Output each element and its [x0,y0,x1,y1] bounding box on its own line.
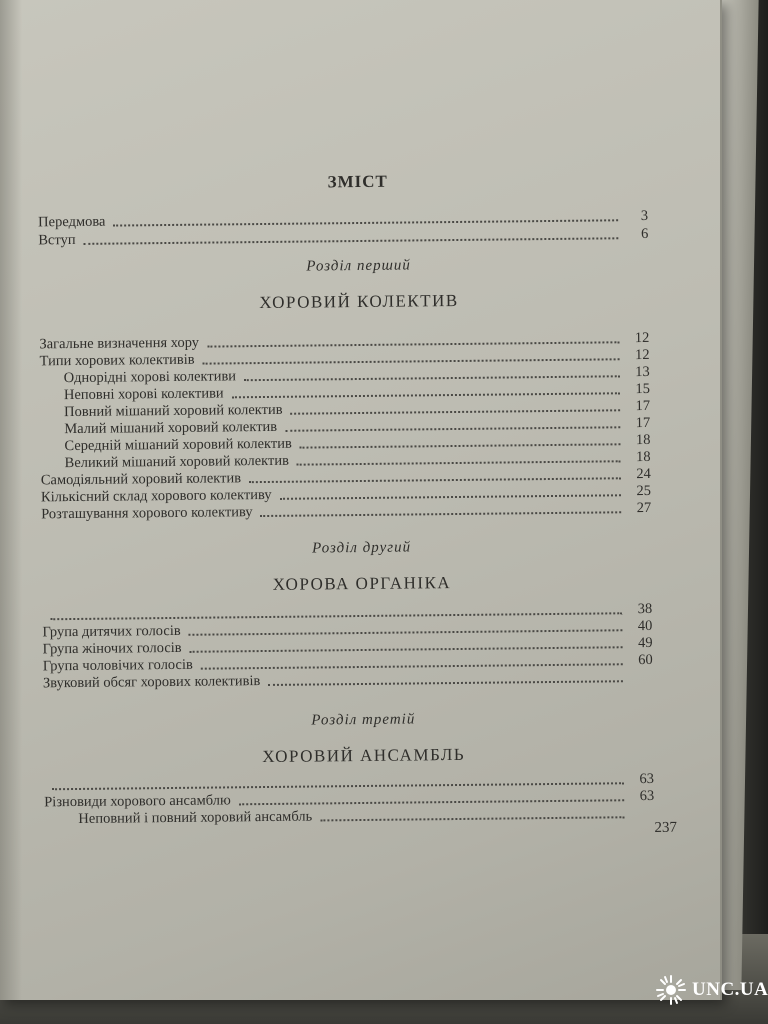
section-title: ХОРОВИЙ АНСАМБЛЬ [262,744,466,767]
toc-entry-label: Типи хорових колективів [39,351,195,370]
toc-entry-label: Середній мішаний хоровий колектив [64,435,292,455]
toc-entry-page: 38 [637,600,653,618]
toc-entry-label: Передмова [38,213,106,231]
toc-entry-page: 18 [636,448,651,466]
toc-entry-label: Загальне визначення хору [39,334,200,353]
toc-entry-page: 63 [639,770,655,788]
toc-entry [38,225,648,249]
toc-entry-page: 49 [637,634,653,652]
toc-entry-page: 25 [636,482,652,500]
section-part-label: Розділ другий [311,539,412,557]
section-part-label: Розділ перший [306,257,411,275]
toc-entry-page: 63 [639,787,655,805]
toc-entry-page: 12 [634,346,650,364]
dot-leader [297,446,621,465]
toc-entry-label: Великий мішаний хоровий колектив [64,452,289,472]
toc-entry-page: 12 [634,329,650,347]
toc-entry-label: Самодіяльний хоровий колектив [40,470,242,489]
watermark-text: UNC.UA [692,979,768,1000]
toc-entry-page: 18 [635,431,651,449]
toc-entry-page: 24 [636,465,651,483]
toc-entry-page: 17 [635,414,651,432]
toc-entry-label: Група дитячих голосів [42,622,181,641]
section-title: ХОРОВИЙ КОЛЕКТИВ [259,290,459,313]
toc-entry-page: 27 [636,499,652,517]
watermark-logo [654,968,768,1012]
toc-entry-label: Різновиди хорового ансамблю [44,792,231,811]
toc-entry-page: 17 [635,397,651,415]
toc-title: ЗМІСТ [327,171,388,192]
toc-entry-page: 40 [637,617,653,635]
page-gutter-shadow [0,0,22,1000]
dot-leader [268,666,623,686]
toc-entry-page: 3 [640,207,649,225]
toc-entry-label: Однорідні хорові колективи [63,368,237,387]
toc-entry-page: 13 [635,363,650,381]
toc-entry-page: 6 [640,225,649,243]
toc-entry-page: 60 [638,651,653,669]
toc-entry-label: Малий мішаний хоровий колектив [64,418,278,438]
dot-leader [320,802,624,821]
toc-entry-label: Вступ [38,231,76,249]
section-part-label: Розділ третій [311,711,416,729]
table-of-contents [36,0,686,1003]
toc-entry-label: Кількісний склад хорового колективу [40,486,272,506]
page-number: 237 [654,819,678,836]
toc-entry-label: Група жіночих голосів [42,639,182,658]
toc-entry-label: Розташування хорового колективу [41,504,253,523]
sunburst-icon [654,973,688,1007]
toc-entry-label: Звуковий обсяг хорових колективів [42,673,261,692]
dot-leader [261,497,622,517]
toc-entry-label: Неповні хорові колективи [63,385,224,404]
section-title: ХОРОВА ОРГАНІКА [272,573,452,594]
toc-entry-label: Група чоловічих голосів [42,656,193,675]
toc-entry-page: 15 [635,380,650,398]
toc-entry-label: Повний мішаний хоровий колектив [64,401,283,421]
toc-entry-label: Неповний і повний хоровий ансамбль [78,808,313,827]
dot-leader [300,429,621,448]
